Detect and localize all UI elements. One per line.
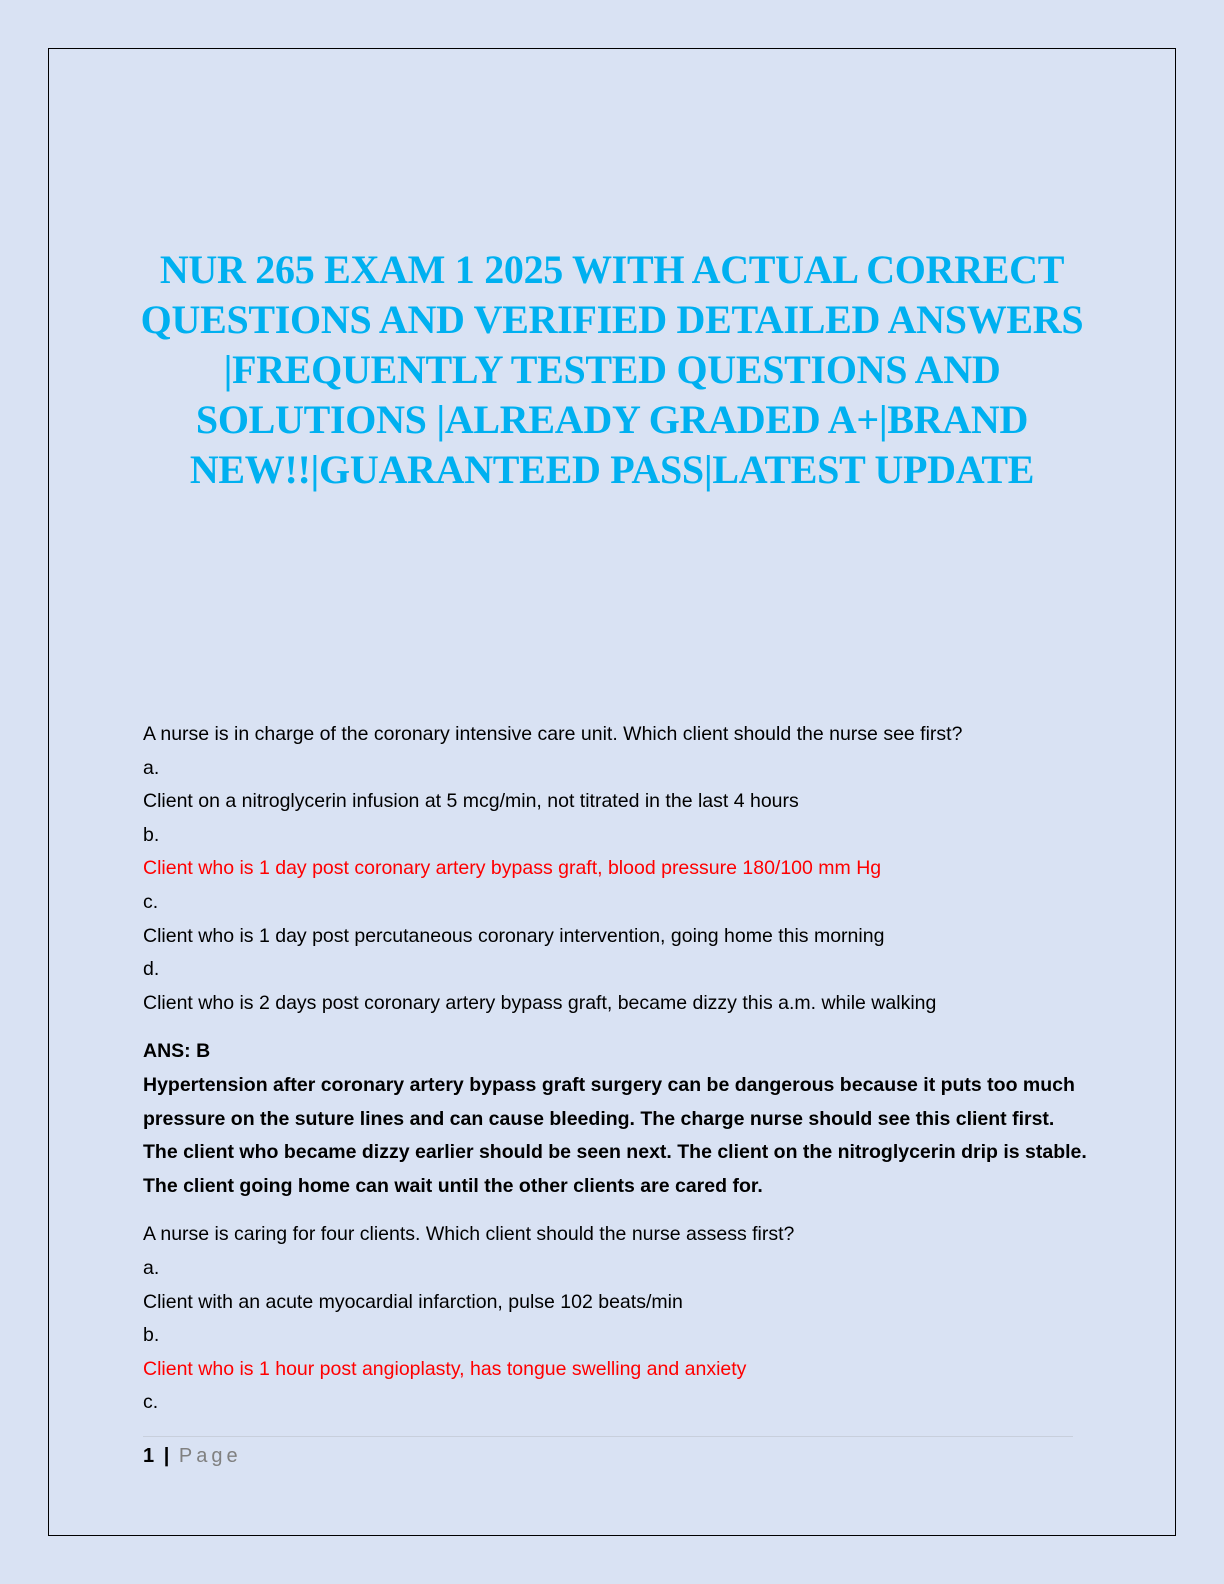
option-letter: a. — [143, 1256, 160, 1279]
answer-rationale: Hypertension after coronary artery bypass graft surgery can be dangerous because it puts too much pressure on the suture lines and can cause bleeding. The charge nurse should see this client first. The client who became dizzy earlier should be seen next. The client on the nitroglycerin drip is stable. The client going home can wait until the other clients are cared for. — [143, 1073, 1087, 1197]
option-text: Client who is 1 day post percutaneous coronary intervention, going home this morning — [143, 924, 885, 947]
page-separator: | — [163, 1445, 170, 1467]
option-text: Client with an acute myocardial infarction, pulse 102 beats/min — [143, 1290, 683, 1313]
page-footer — [143, 1436, 1073, 1469]
option-text: Client who is 2 days post coronary artery bypass graft, became dizzy this a.m. while walking — [143, 991, 937, 1014]
correct-option-text: Client who is 1 day post coronary artery bypass graft, blood pressure 180/100 mm Hg — [143, 857, 882, 880]
option-letter: a. — [143, 756, 160, 779]
option-letter: d. — [143, 958, 160, 981]
option-letter: c. — [143, 890, 159, 913]
option-letter: c. — [143, 1391, 159, 1414]
document-title: NUR 265 EXAM 1 2025 WITH ACTUAL CORRECT QUESTIONS AND VERIFIED DETAILED ANSWERS |FREQUENTLY TESTED QUESTIONS AND SOLUTIONS |ALREADY GRADED A+|BRAND NEW!!|GUARANTEED PASS|LATEST UPDATE — [140, 247, 1084, 492]
question-prompt: A nurse is in charge of the coronary intensive care unit. Which client should the nurse see first? — [143, 723, 963, 745]
answer-section — [143, 1035, 1088, 1203]
page-number: 1 — [143, 1445, 155, 1467]
option-letter: b. — [143, 823, 160, 846]
question-1 — [143, 718, 1088, 1203]
answer-label: ANS: B — [143, 1040, 211, 1063]
correct-option-text: Client who is 1 hour post angioplasty, has tongue swelling and anxiety — [143, 1357, 747, 1380]
question-prompt: A nurse is caring for four clients. Which client should the nurse assess first? — [143, 1223, 795, 1246]
option-letter: b. — [143, 1324, 160, 1347]
page-word: Page — [178, 1445, 242, 1467]
option-text: Client on a nitroglycerin infusion at 5 mcg/min, not titrated in the last 4 hours — [143, 790, 799, 813]
question-2 — [143, 1218, 1088, 1420]
document-body — [143, 718, 1088, 1420]
